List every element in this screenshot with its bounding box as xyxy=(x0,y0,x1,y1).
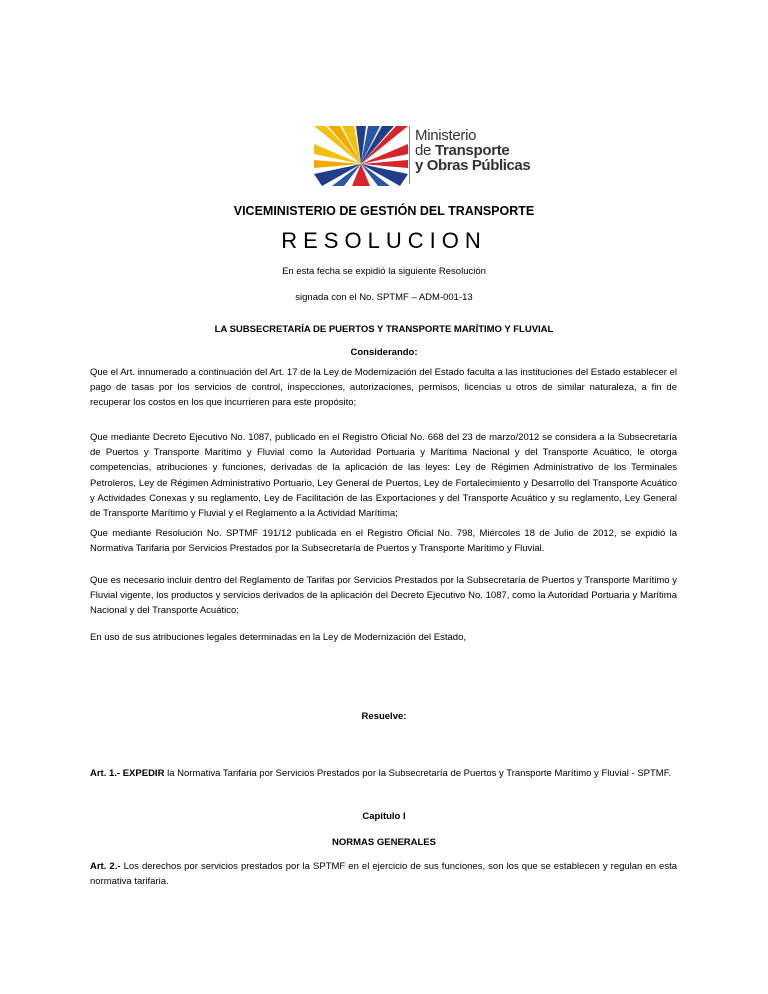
logo-line-3: y Obras Públicas xyxy=(415,157,531,174)
resolucion-title: RESOLUCION xyxy=(281,228,487,253)
article-1 xyxy=(90,766,677,781)
ministry-logo xyxy=(312,124,531,188)
resuelve-heading: Resuelve: xyxy=(361,711,407,722)
article-2-lead: Art. 2.- xyxy=(90,861,121,872)
chapter-title: NORMAS GENERALES xyxy=(332,837,436,848)
viceministerio-heading: VICEMINISTERIO DE GESTIÓN DEL TRANSPORTE xyxy=(233,204,535,218)
considerando-heading: Considerando: xyxy=(350,347,418,358)
resolution-number: signada con el No. SPTMF – ADM-001-13 xyxy=(295,292,473,303)
paragraph-considerando-1: Que el Art. innumerado a continuación del Art. 17 de la Ley de Modernización del Estado faculta a las instituciones del Estado establecer el pago de tasas por los servicios de control, inspecciones, autorizaciones, permisos, licencias u otros de similar naturaleza, a fin de recuperar los costos en los que incurrieren para este propósito; xyxy=(90,367,677,409)
logo-line-2: de Transporte xyxy=(415,142,510,159)
paragraph-considerando-4: Que es necesario incluir dentro del Reglamento de Tarifas por Servicios Prestados por la Subsecretaría de Puertos y Transporte Marítimo y Fluvial vigente, los productos y servicios derivados de la aplicación del Decreto Ejecutivo No. 1087, como la Autoridad Portuaria y Marítima Nacional y del Transporte Acuático; xyxy=(90,575,677,617)
article-1-lead: Art. 1.- EXPEDIR xyxy=(90,768,165,779)
article-2-text: Los derechos por servicios prestados por la SPTMF en el ejercicio de sus funciones, son los que se establecen y regulan en esta normativa tarifaria. xyxy=(90,861,678,888)
issuer-heading: LA SUBSECRETARÍA DE PUERTOS Y TRANSPORTE MARÍTIMO Y FLUVIAL xyxy=(214,324,554,335)
logo-wordmark xyxy=(415,127,531,174)
article-1-text: la Normativa Tarifaria por Servicios Prestados por la Subsecretaría de Puertos y Transporte Marítimo y Fluvial - SPTMF. xyxy=(164,768,672,779)
paragraph-atribuciones: En uso de sus atribuciones legales determinadas en la Ley de Modernización del Estado, xyxy=(90,632,467,643)
chapter-heading: Capítulo I xyxy=(362,811,406,822)
ministry-emblem-icon xyxy=(312,124,410,188)
logo-divider xyxy=(409,126,410,184)
article-2 xyxy=(90,859,677,889)
paragraph-considerando-2: Que mediante Decreto Ejecutivo No. 1087, publicado en el Registro Oficial No. 668 del 23 de marzo/2012 se considera a la Subsecretaría de Puertos y Transporte Marítimo y Fluvial como la Autoridad Portuaria y Marítima Nacional y del Transporte Acuático, le otorga competencias, atribuciones y funciones, derivadas de la aplicación de las leyes: Ley de Régimen Administrativo de los Terminales Petroleros, Ley de Régimen Administrativo Portuario, Ley General de Puertos, Ley de Fortalecimiento y Desarrollo del Transporte Acuático y Actividades Conexas y su reglamento, Ley de Facilitación de las Exportaciones y del Transporte Acuático y su reglamento, Ley General de Transporte Marítimo y Fluvial y el Reglamento a la Actividad Marítima; xyxy=(90,432,677,520)
paragraph-considerando-3: Que mediante Resolución No. SPTMF 191/12 publicada en el Registro Oficial No. 798, Miércoles 18 de Julio de 2012, se expidió la Normativa Tarifaria por Servicios Prestados por la Subsecretaría de Puertos y Transporte Marítimo y Fluvial. xyxy=(90,528,677,555)
logo-line-1: Ministerio xyxy=(415,127,477,144)
issue-statement: En esta fecha se expidió la siguiente Resolución xyxy=(282,266,486,277)
